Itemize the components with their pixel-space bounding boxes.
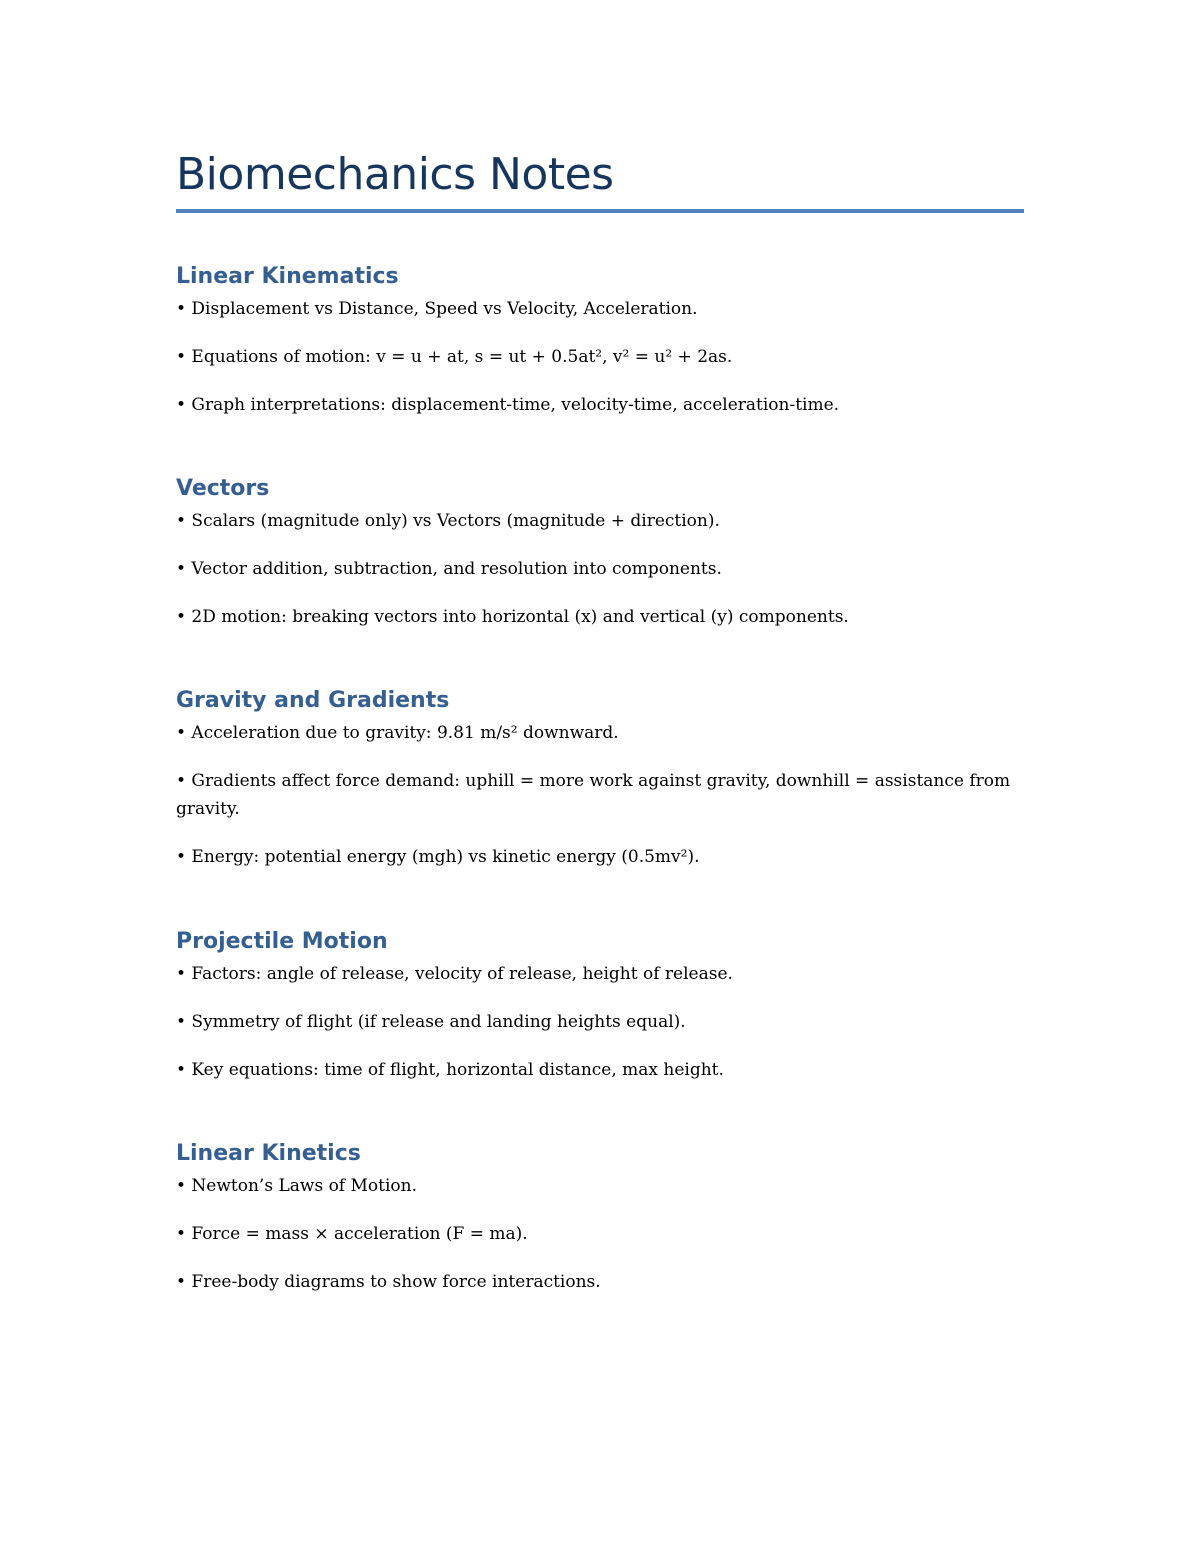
section-heading: Projectile Motion xyxy=(176,929,388,954)
list-item: • Free-body diagrams to show force interactions. xyxy=(176,1272,601,1292)
section-heading: Vectors xyxy=(176,476,270,501)
section-heading: Linear Kinematics xyxy=(176,264,399,289)
section-linear-kinetics xyxy=(176,1138,1024,1316)
section-heading: Linear Kinetics xyxy=(176,1141,361,1166)
list-item: • Newton’s Laws of Motion. xyxy=(176,1176,417,1196)
list-item: • Acceleration due to gravity: 9.81 m/s² downward. xyxy=(176,723,619,743)
list-item: • Graph interpretations: displacement-time, velocity-time, acceleration-time. xyxy=(176,395,840,415)
list-item: • Key equations: time of flight, horizontal distance, max height. xyxy=(176,1060,724,1080)
list-item: • Equations of motion: v = u + at, s = ut + 0.5at², v² = u² + 2as. xyxy=(176,347,733,367)
list-item: • Energy: potential energy (mgh) vs kinetic energy (0.5mv²). xyxy=(176,847,700,867)
page-title: Biomechanics Notes xyxy=(176,149,614,200)
list-item: • 2D motion: breaking vectors into horizontal (x) and vertical (y) components. xyxy=(176,607,849,627)
section-linear-kinematics xyxy=(176,261,1024,439)
section-projectile-motion xyxy=(176,926,1024,1104)
list-item: • Displacement vs Distance, Speed vs Velocity, Acceleration. xyxy=(176,299,698,319)
list-item: • Symmetry of flight (if release and landing heights equal). xyxy=(176,1012,686,1032)
section-heading: Gravity and Gradients xyxy=(176,688,450,713)
list-item: • Factors: angle of release, velocity of release, height of release. xyxy=(176,964,733,984)
list-item: • Vector addition, subtraction, and resolution into components. xyxy=(176,559,722,579)
title-underline xyxy=(176,209,1024,213)
list-item: • Gradients affect force demand: uphill = more work against gravity, downhill = assistance from gravity. xyxy=(176,771,1011,819)
list-item: • Force = mass × acceleration (F = ma). xyxy=(176,1224,528,1244)
section-gravity-and-gradients xyxy=(176,685,1024,891)
list-item: • Scalars (magnitude only) vs Vectors (magnitude + direction). xyxy=(176,511,720,531)
section-vectors xyxy=(176,473,1024,651)
